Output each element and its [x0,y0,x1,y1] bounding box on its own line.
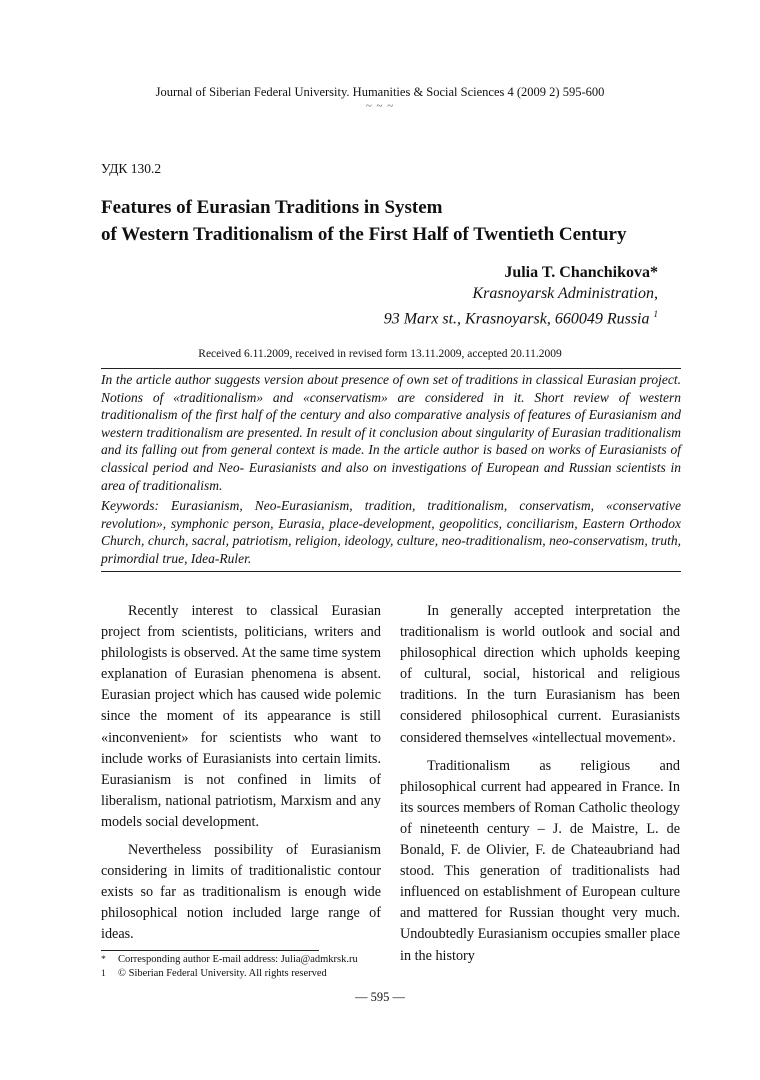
author-block [384,262,658,329]
page-number: — 595 — [355,990,405,1004]
body-paragraph: In generally accepted interpretation the traditionalism is world outlook and social and philosophical direction which upholds keeping of cultural, social, historical and religious traditions. In the turn Eurasianism has been considered philosophical current. Eurasianists considered themselves «intellectual movement». [400,603,680,746]
footnote-rule [101,950,319,951]
author-affiliation-2 [384,304,658,329]
footnote-text: © Siberian Federal University. All rights reserved [118,968,327,979]
body-paragraph: Traditionalism as religious and philosophical current had appeared in France. In its sources members of Roman Catholic theology of nineteenth century – J. de Maistre, L. de Bonald, F. de Olivier, F. de Chateaubriand had stood. This generation of traditionalists had influenced on establishment of European culture and mattered for Russian thought very much. Undoubtedly Eurasianism occupies smaller place in the history [400,757,680,964]
author-name: Julia T. Chanchikova* [504,264,658,281]
body-column-right [400,601,680,967]
abstract: In the article author suggests version about presence of own set of traditions in classical Eurasian project. Notions of «traditionalism» and «conservatism» are considered in it. Short review of western traditionalism of the first half of the century and also comparative analysis of features of Eurasianism and western traditionalism are presented. In result of it conclusion about singularity of Eurasian traditionalism and its falling out from general context is made. In the article author is based on works of Eurasianists of classical period and Neo- Eurasianists and also on investigations of European and Russian scientists in area of traditionalism. [101,372,681,493]
author-affiliation-1: Krasnoyarsk Administration, [472,285,658,302]
abstract-top-rule [101,368,681,369]
received-dates: Received 6.11.2009, received in revised form 13.11.2009, accepted 20.11.2009 [198,348,562,360]
footnote [101,967,358,981]
header-separator: ~ ~ ~ [365,100,395,112]
title-line-1: Features of Eurasian Traditions in System [101,197,443,218]
footnote [101,953,358,967]
body-column-left [101,601,381,946]
title-line-2: of Western Traditionalism of the First Half of Twentieth Century [101,224,627,245]
journal-header: Journal of Siberian Federal University. Humanities & Social Sciences 4 (2009 2) 595-600 [155,85,605,99]
body-paragraph: Nevertheless possibility of Eurasianism considering in limits of traditionalistic contour exists so far as traditionalism is enough wide philosophical notion included large range of ideas. [101,842,381,943]
footnotes [101,953,358,981]
footnote-text: Corresponding author E-mail address: Julia@admkrsk.ru [118,954,358,965]
author-address: 93 Marx st., Krasnoyarsk, 660049 Russia [383,310,650,328]
footnote-mark: 1 [101,969,106,979]
keywords: Keywords: Eurasianism, Neo-Eurasianism, tradition, traditionalism, conservatism, «conservative revolution», symphonic person, Eurasia, place-development, geopolitics, conciliarism, Eastern Orthodox Church, church, sacral, patriotism, religion, ideology, culture, neo-traditionalism, neo-conservatism, truth, primordial true, Idea-Ruler. [101,498,681,566]
body-paragraph: Recently interest to classical Eurasian project from scientists, politicians, writers and philologists is observed. At the same time system explanation of Eurasian phenomena is absent. Eurasian project which has caused wide polemic since the moment of its appearance is still «inconvenient» for scientists who want to include works of Eurasianists into certain limits. Eurasianism is not confined in limits of liberalism, national patriotism, Marxism and any models social development. [101,603,381,830]
footnote-mark: * [101,955,106,965]
affiliation-mark: 1 [653,309,658,319]
udk-code: УДК 130.2 [101,161,162,176]
article-title [101,194,701,248]
abstract-bottom-rule [101,571,681,572]
